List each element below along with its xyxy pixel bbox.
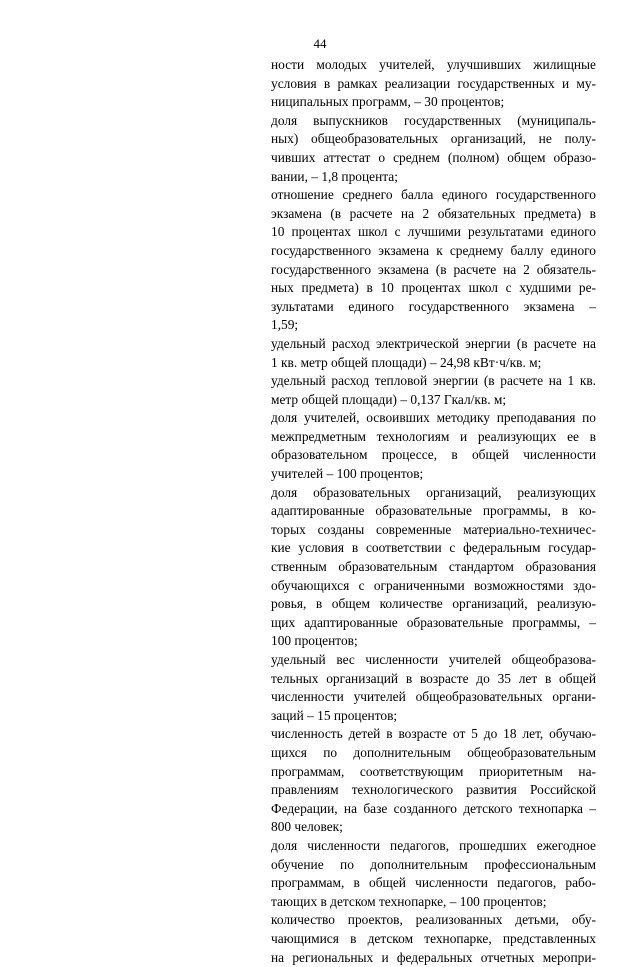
paragraph bbox=[271, 651, 596, 725]
text-line: чивших аттестат о среднем (полном) общем образо- bbox=[271, 149, 596, 168]
paragraph bbox=[271, 484, 596, 651]
text-line: вании, – 1,8 процента; bbox=[271, 168, 596, 187]
text-line: программам, в общей численности педагогов, рабо- bbox=[271, 874, 596, 893]
text-line: заций – 15 процентов; bbox=[271, 707, 596, 726]
paragraph bbox=[271, 56, 596, 112]
text-line: учителей – 100 процентов; bbox=[271, 465, 596, 484]
text-line: на региональных и федеральных отчетных меропри- bbox=[271, 949, 596, 967]
text-line: обучение по дополнительным профессиональным bbox=[271, 856, 596, 875]
text-line: программам, соответствующим приоритетным на- bbox=[271, 763, 596, 782]
text-line: правлениям технологического развития Российской bbox=[271, 781, 596, 800]
paragraph bbox=[271, 409, 596, 483]
text-line: торых созданы современные материально-техничес- bbox=[271, 521, 596, 540]
paragraph bbox=[271, 837, 596, 911]
text-line: ных предмета) в 10 процентах школ с худшими ре- bbox=[271, 279, 596, 298]
text-line: тающих в детском технопарке, – 100 процентов; bbox=[271, 893, 596, 912]
text-line: чающимися в детском технопарке, представленных bbox=[271, 930, 596, 949]
text-line: условия в рамках реализации государственных и му- bbox=[271, 75, 596, 94]
text-line: образовательном процессе, в общей численности bbox=[271, 446, 596, 465]
text-line: численности учителей общеобразовательных органи- bbox=[271, 688, 596, 707]
paragraph bbox=[271, 186, 596, 335]
text-line: 10 процентах школ с лучшими результатами единого bbox=[271, 223, 596, 242]
text-line: щихся по дополнительным общеобразовательным bbox=[271, 744, 596, 763]
text-line: количество проектов, реализованных детьми, обу- bbox=[271, 911, 596, 930]
paragraph bbox=[271, 112, 596, 186]
text-line: экзамена (в расчете на 2 обязательных предмета) в bbox=[271, 205, 596, 224]
text-line: удельный вес численности учителей общеобразова- bbox=[271, 651, 596, 670]
paragraph bbox=[271, 911, 596, 967]
text-line: межпредметным технологиям и реализующих ее в bbox=[271, 428, 596, 447]
text-line: тельных организаций в возрасте до 35 лет в общей bbox=[271, 670, 596, 689]
paragraph bbox=[271, 372, 596, 409]
text-line: доля образовательных организаций, реализующих bbox=[271, 484, 596, 503]
document-body bbox=[271, 56, 596, 967]
text-line: ности молодых учителей, улучшивших жилищные bbox=[271, 56, 596, 75]
text-line: удельный расход электрической энергии (в расчете на bbox=[271, 335, 596, 354]
text-line: обучающихся с ограниченными возможностями здо- bbox=[271, 577, 596, 596]
text-line: доля выпускников государственных (муниципаль- bbox=[271, 112, 596, 131]
text-line: государственного экзамена (в расчете на 2 обязатель- bbox=[271, 261, 596, 280]
text-line: 100 процентов; bbox=[271, 632, 596, 651]
text-line: 1,59; bbox=[271, 316, 596, 335]
page-number: 44 bbox=[0, 36, 640, 52]
text-line: доля учителей, освоивших методику преподавания по bbox=[271, 409, 596, 428]
text-line: ровья, в общем количестве организаций, реализую- bbox=[271, 595, 596, 614]
text-line: удельный расход тепловой энергии (в расчете на 1 кв. bbox=[271, 372, 596, 391]
paragraph bbox=[271, 725, 596, 837]
text-line: Федерации, на базе созданного детского технопарка – bbox=[271, 800, 596, 819]
text-line: государственного экзамена к среднему баллу единого bbox=[271, 242, 596, 261]
text-line: численность детей в возрасте от 5 до 18 лет, обучаю- bbox=[271, 725, 596, 744]
text-line: ниципальных программ, – 30 процентов; bbox=[271, 93, 596, 112]
text-line: кие условия в соответствии с федеральным государ- bbox=[271, 539, 596, 558]
paragraph bbox=[271, 335, 596, 372]
text-line: 1 кв. метр общей площади) – 24,98 кВт·ч/кв. м; bbox=[271, 354, 596, 373]
text-line: 800 человек; bbox=[271, 818, 596, 837]
text-line: доля численности педагогов, прошедших ежегодное bbox=[271, 837, 596, 856]
text-line: ных) общеобразовательных организаций, не полу- bbox=[271, 130, 596, 149]
text-line: ственным образовательным стандартом образования bbox=[271, 558, 596, 577]
text-line: зультатами единого государственного экзамена – bbox=[271, 298, 596, 317]
text-line: адаптированные образовательные программы, в ко- bbox=[271, 502, 596, 521]
text-line: метр общей площади) – 0,137 Гкал/кв. м; bbox=[271, 391, 596, 410]
text-line: щих адаптированные образовательные программы, – bbox=[271, 614, 596, 633]
text-line: отношение среднего балла единого государственного bbox=[271, 186, 596, 205]
